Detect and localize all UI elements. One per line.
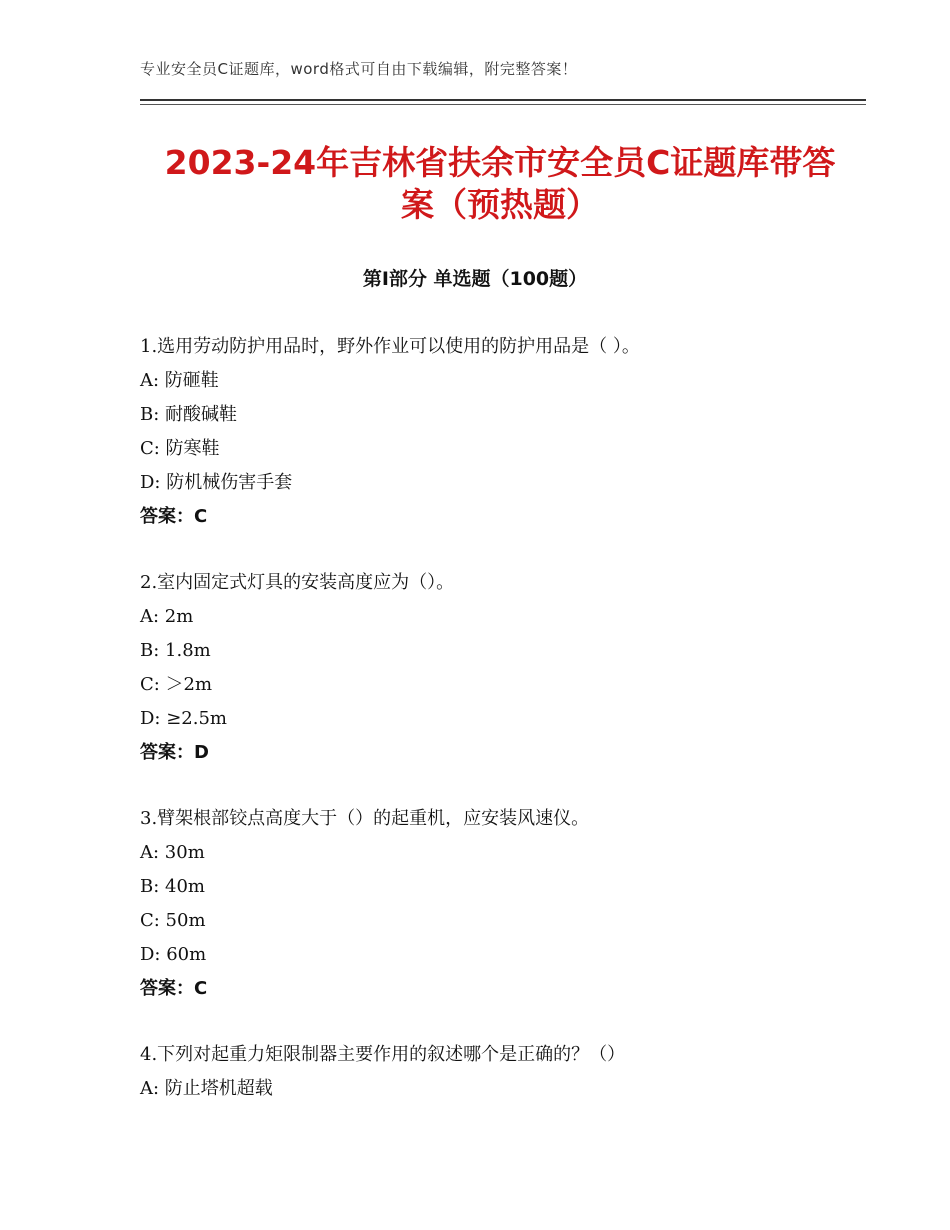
question-4 — [140, 1038, 860, 1106]
answer: 答案：C — [140, 978, 208, 999]
option-b: B: 1.8m — [140, 640, 211, 661]
answer: 答案：D — [140, 742, 209, 763]
option-d: D: 防机械伤害手套 — [140, 472, 293, 493]
answer: 答案：C — [140, 506, 208, 527]
option-d: D: 60m — [140, 944, 207, 965]
option-a: A: 2m — [140, 606, 194, 627]
section-heading: 第Ⅰ部分 单选题（100题） — [362, 268, 588, 290]
option-b: B: 40m — [140, 876, 205, 897]
header-note: 专业安全员C证题库，word格式可自由下载编辑，附完整答案！ — [140, 60, 578, 78]
question-list — [140, 330, 860, 1138]
header-divider-thin — [140, 104, 866, 105]
option-c: C: 防寒鞋 — [140, 438, 220, 459]
question-stem: 3.臂架根部铰点高度大于（）的起重机，应安装风速仪。 — [140, 808, 590, 829]
document-title-line-2: 案（预热题） — [401, 185, 599, 224]
option-b: B: 耐酸碱鞋 — [140, 404, 238, 425]
document-title — [130, 142, 870, 226]
option-c: C: 50m — [140, 910, 206, 931]
document-title-line-1: 2023-24年吉林省扶余市安全员C证题库带答 — [164, 143, 836, 182]
option-a: A: 防砸鞋 — [140, 370, 219, 391]
option-c: C: ＞2m — [140, 674, 213, 695]
question-1 — [140, 330, 860, 534]
option-a: A: 30m — [140, 842, 205, 863]
header-divider-thick — [140, 99, 866, 101]
option-d: D: ≥2.5m — [140, 708, 227, 729]
question-stem: 1.选用劳动防护用品时，野外作业可以使用的防护用品是（ ）。 — [140, 336, 640, 357]
question-stem: 2.室内固定式灯具的安装高度应为（）。 — [140, 572, 455, 593]
option-a: A: 防止塔机超载 — [140, 1078, 273, 1099]
question-2 — [140, 566, 860, 770]
question-3 — [140, 802, 860, 1006]
question-stem: 4.下列对起重力矩限制器主要作用的叙述哪个是正确的？（） — [140, 1044, 626, 1065]
